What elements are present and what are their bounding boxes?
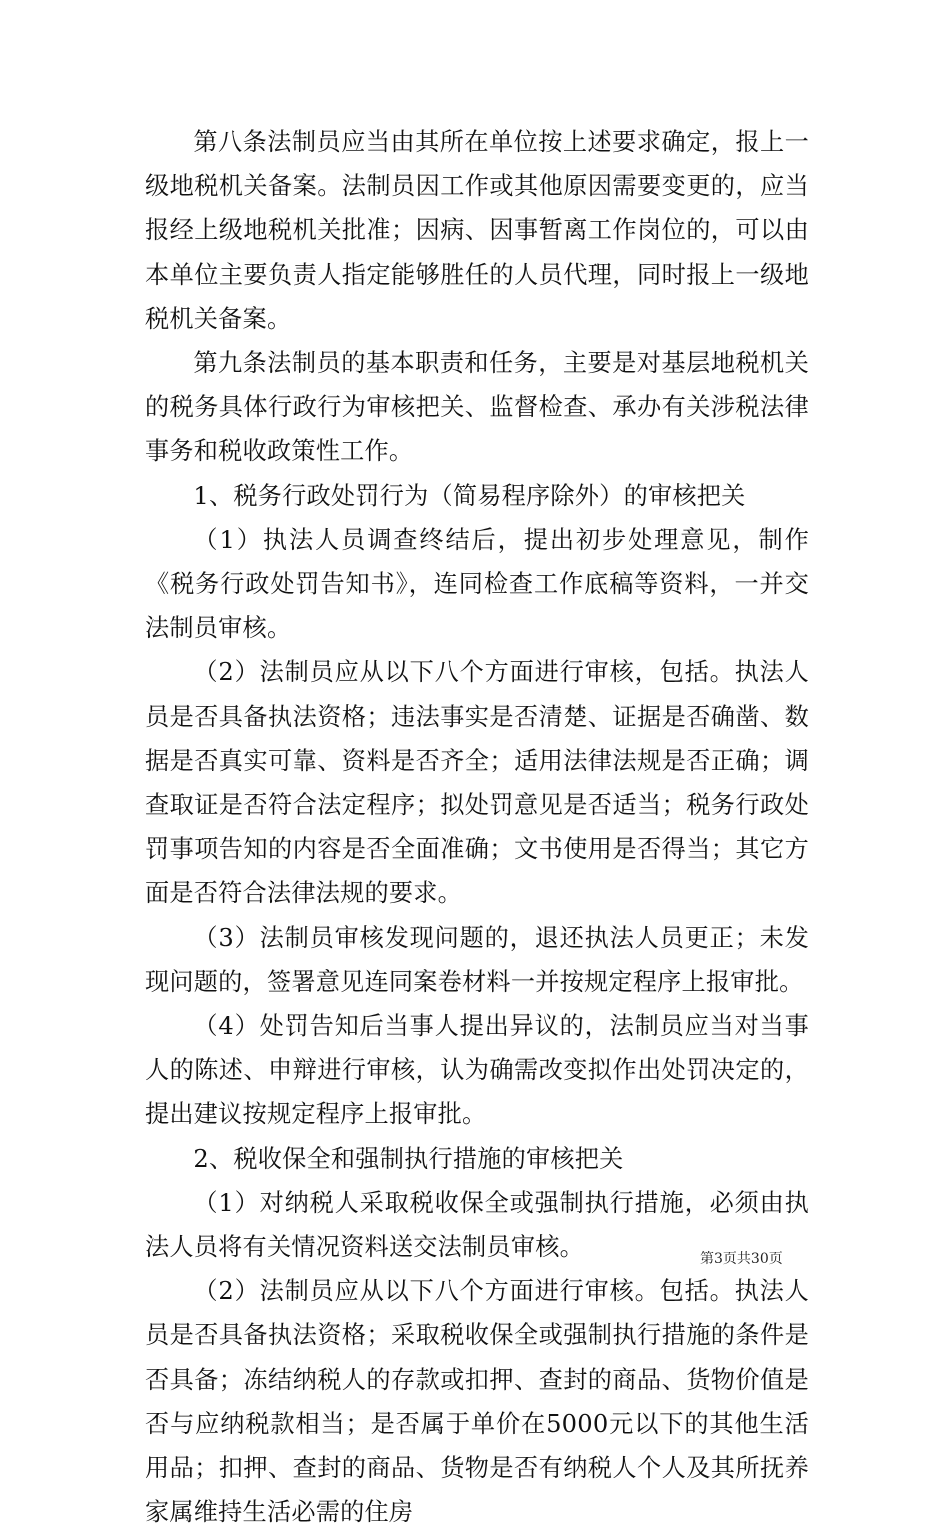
page-number: 第3页共30页 [700, 1251, 783, 1267]
section-heading-2: 2、税收保全和强制执行措施的审核把关 [193, 1144, 624, 1173]
body-text [145, 120, 809, 1535]
paragraph-1-4: （4）处罚告知后当事人提出异议的，法制员应当对当事人的陈述、申辩进行审核，认为确需改变拟作出处罚决定的，提出建议按规定程序上报审批。 [145, 1012, 809, 1129]
section-heading-1: 1、税务行政处罚行为（简易程序除外）的审核把关 [193, 481, 746, 510]
paragraph-2-1: （1）对纳税人采取税收保全或强制执行措施，必须由执法人员将有关情况资料送交法制员审核。 [145, 1188, 809, 1262]
paragraph-2-2: （2）法制员应从以下八个方面进行审核。包括。执法人员是否具备执法资格；采取税收保全或强制执行措施的条件是否具备；冻结纳税人的存款或扣押、查封的商品、货物价值是否与应纳税款相当；是否属于单价在5000元以下的其他生活用品；扣押、查封的商品、货物是否有纳税人个人及其所抚养家属维持生活必需的住房 [145, 1277, 809, 1527]
paragraph-article-8: 第八条法制员应当由其所在单位按上述要求确定，报上一级地税机关备案。法制员因工作或其他原因需要变更的，应当报经上级地税机关批准；因病、因事暂离工作岗位的，可以由本单位主要负责人指定能够胜任的人员代理，同时报上一级地税机关备案。 [145, 128, 809, 333]
paragraph-article-9: 第九条法制员的基本职责和任务，主要是对基层地税机关的税务具体行政行为审核把关、监督检查、承办有关涉税法律事务和税收政策性工作。 [145, 349, 809, 466]
paragraph-1-2: （2）法制员应从以下八个方面进行审核，包括。执法人员是否具备执法资格；违法事实是否清楚、证据是否确凿、数据是否真实可靠、资料是否齐全；适用法律法规是否正确；调查取证是否符合法定程序；拟处罚意见是否适当；税务行政处罚事项告知的内容是否全面准确；文书使用是否得当；其它方面是否符合法律法规的要求。 [145, 658, 809, 908]
paragraph-1-3: （3）法制员审核发现问题的，退还执法人员更正；未发现问题的，签署意见连同案卷材料一并按规定程序上报审批。 [145, 923, 809, 996]
paragraph-1-1: （1）执法人员调查终结后，提出初步处理意见，制作《税务行政处罚告知书》，连同检查工作底稿等资料，一并交法制员审核。 [145, 525, 809, 643]
